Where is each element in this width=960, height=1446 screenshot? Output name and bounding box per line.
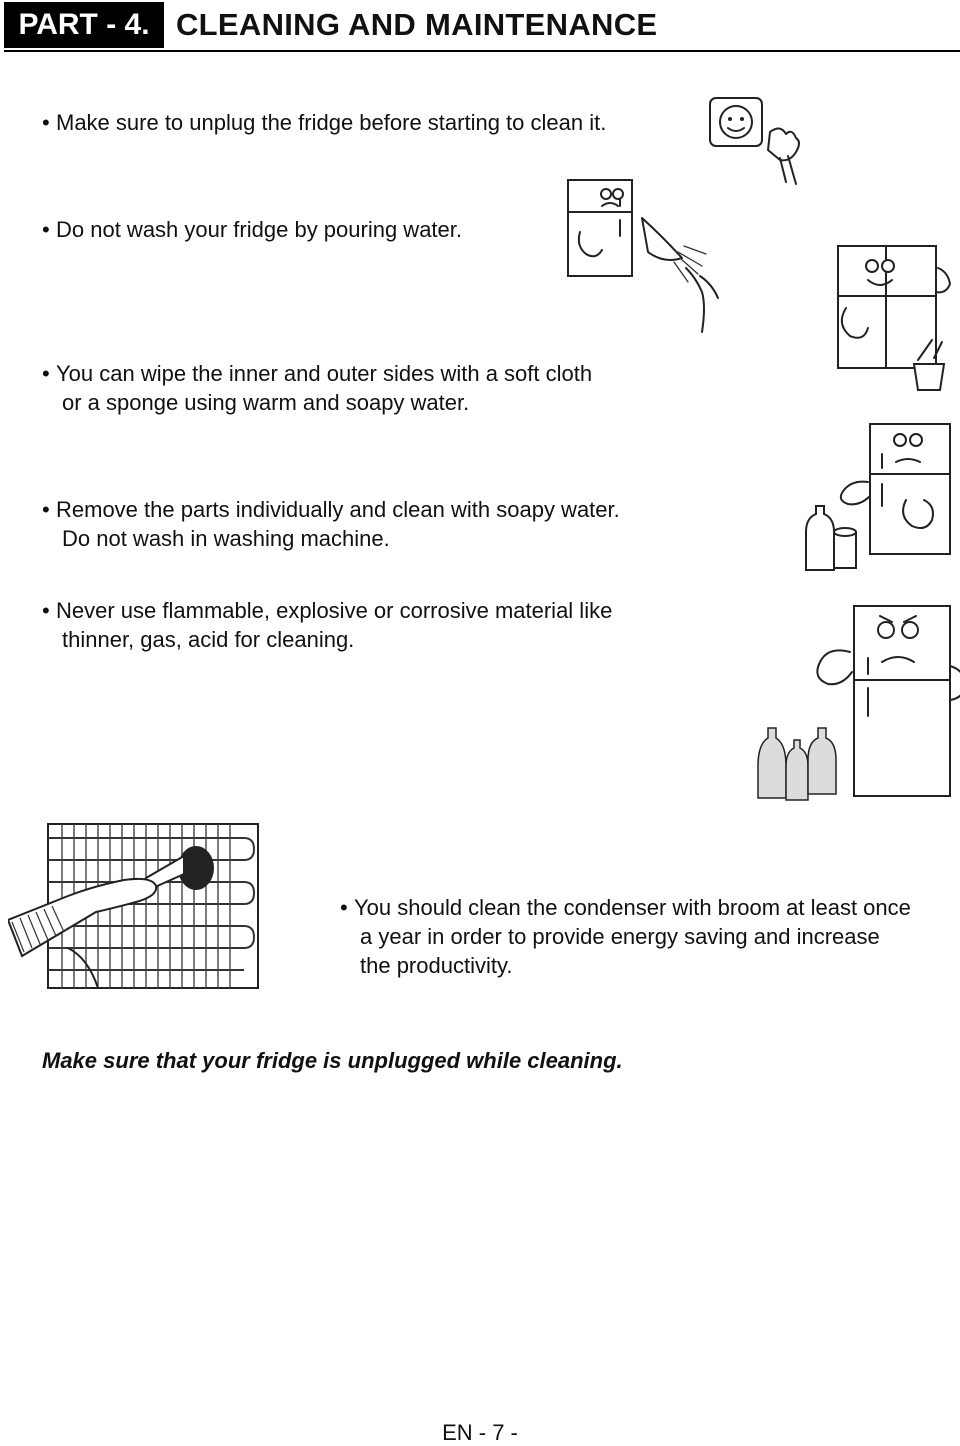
- fridge-chemicals-warning-icon: [746, 596, 960, 808]
- bullet-symbol: •: [42, 497, 50, 522]
- bullet-wipe-sides: [42, 359, 592, 417]
- bullet-line: a year in order to provide energy saving and increase: [360, 924, 880, 949]
- fridge-detergent-bucket-icon: [796, 420, 960, 576]
- bullet-line: Make sure to unplug the fridge before starting to clean it.: [56, 110, 607, 135]
- bullet-symbol: •: [42, 110, 50, 135]
- bullet-line: the productivity.: [360, 953, 513, 978]
- bullet-no-flammables: [42, 596, 612, 654]
- bullet-symbol: •: [42, 598, 50, 623]
- bullet-line: or a sponge using warm and soapy water.: [62, 390, 470, 415]
- bullet-line: Do not wash in washing machine.: [62, 526, 390, 551]
- bullet-symbol: •: [42, 217, 50, 242]
- bullet-remove-parts: [42, 495, 620, 553]
- part-label: PART - 4.: [4, 2, 164, 48]
- bullet-no-pouring-water: [42, 215, 462, 244]
- page-title: CLEANING AND MAINTENANCE: [176, 7, 658, 42]
- bullet-unplug: [42, 108, 606, 137]
- bullet-line: You should clean the condenser with broom at least once: [354, 895, 911, 920]
- fridge-water-spray-icon: [560, 172, 750, 347]
- bullet-symbol: •: [42, 361, 50, 386]
- fridge-sponge-bucket-icon: [826, 232, 960, 400]
- page-number: EN - 7 -: [442, 1420, 518, 1445]
- condenser-brush-icon: [8, 816, 270, 994]
- header-divider: [4, 50, 960, 52]
- bullet-line: You can wipe the inner and outer sides with a soft cloth: [56, 361, 593, 386]
- bullet-line: Never use flammable, explosive or corrosive material like: [56, 598, 613, 623]
- bullet-line: thinner, gas, acid for cleaning.: [62, 627, 355, 652]
- bullet-clean-condenser: [340, 893, 911, 980]
- unplug-note: Make sure that your fridge is unplugged while cleaning.: [42, 1048, 623, 1073]
- bullet-symbol: •: [340, 895, 348, 920]
- bullet-line: Do not wash your fridge by pouring water.: [56, 217, 463, 242]
- bullet-line: Remove the parts individually and clean with soapy water.: [56, 497, 620, 522]
